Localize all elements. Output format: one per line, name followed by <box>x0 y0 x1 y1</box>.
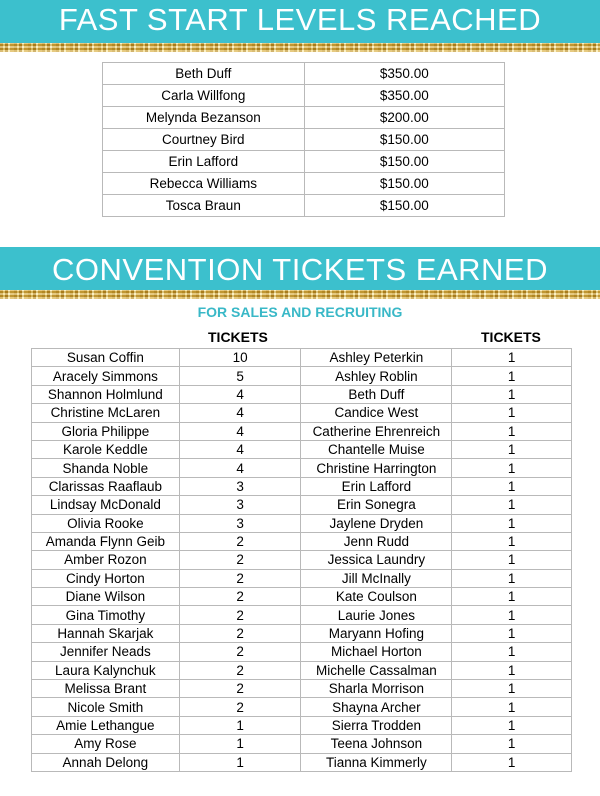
ticket-name-left: Laura Kalynchuk <box>32 661 180 679</box>
ticket-count-left: 2 <box>179 661 301 679</box>
ticket-name-right: Jessica Laundry <box>301 551 452 569</box>
ticket-name-right: Sharla Morrison <box>301 680 452 698</box>
table-row <box>103 195 505 217</box>
ticket-name-left: Amber Rozon <box>32 551 180 569</box>
ticket-count-right: 1 <box>452 753 572 771</box>
convention-banner <box>0 247 600 290</box>
tickets-header-left: TICKETS <box>208 329 268 345</box>
ticket-name-right: Beth Duff <box>301 385 452 403</box>
ticket-count-left: 3 <box>179 477 301 495</box>
fast-start-amount: $150.00 <box>304 173 504 195</box>
ticket-count-right: 1 <box>452 735 572 753</box>
ticket-count-left: 3 <box>179 514 301 532</box>
table-row <box>32 661 572 679</box>
ticket-count-left: 4 <box>179 459 301 477</box>
ticket-name-left: Aracely Simmons <box>32 367 180 385</box>
ticket-name-left: Gloria Philippe <box>32 422 180 440</box>
ticket-count-right: 1 <box>452 404 572 422</box>
ticket-count-right: 1 <box>452 643 572 661</box>
ticket-count-left: 10 <box>179 349 301 367</box>
table-row <box>32 588 572 606</box>
table-row <box>32 569 572 587</box>
table-row <box>32 459 572 477</box>
ticket-count-left: 2 <box>179 680 301 698</box>
fast-start-name: Courtney Bird <box>103 129 305 151</box>
table-row <box>32 514 572 532</box>
ticket-name-right: Laurie Jones <box>301 606 452 624</box>
fast-start-amount: $150.00 <box>304 151 504 173</box>
table-row <box>103 63 505 85</box>
ticket-name-left: Annah Delong <box>32 753 180 771</box>
ticket-count-right: 1 <box>452 422 572 440</box>
ticket-count-left: 2 <box>179 551 301 569</box>
fast-start-amount: $150.00 <box>304 195 504 217</box>
tickets-header-right: TICKETS <box>481 329 541 345</box>
ticket-count-left: 4 <box>179 422 301 440</box>
ticket-count-left: 2 <box>179 569 301 587</box>
fast-start-amount: $350.00 <box>304 85 504 107</box>
table-row <box>32 643 572 661</box>
ticket-count-left: 5 <box>179 367 301 385</box>
ticket-name-left: Christine McLaren <box>32 404 180 422</box>
ticket-count-right: 1 <box>452 551 572 569</box>
ticket-name-left: Karole Keddle <box>32 440 180 458</box>
ticket-name-left: Shannon Holmlund <box>32 385 180 403</box>
ticket-count-right: 1 <box>452 532 572 550</box>
ticket-name-right: Christine Harrington <box>301 459 452 477</box>
table-row <box>103 129 505 151</box>
table-row <box>32 349 572 367</box>
ticket-count-right: 1 <box>452 698 572 716</box>
glitter-divider-top <box>0 43 600 52</box>
ticket-count-right: 1 <box>452 606 572 624</box>
fast-start-name: Tosca Braun <box>103 195 305 217</box>
table-row <box>32 606 572 624</box>
ticket-count-right: 1 <box>452 459 572 477</box>
ticket-name-left: Lindsay McDonald <box>32 496 180 514</box>
table-row <box>32 698 572 716</box>
ticket-count-left: 1 <box>179 716 301 734</box>
ticket-count-right: 1 <box>452 367 572 385</box>
fast-start-amount: $200.00 <box>304 107 504 129</box>
fast-start-title: FAST START LEVELS REACHED <box>58 2 542 37</box>
ticket-count-left: 1 <box>179 735 301 753</box>
ticket-count-right: 1 <box>452 496 572 514</box>
table-row <box>32 624 572 642</box>
table-row <box>32 532 572 550</box>
ticket-count-right: 1 <box>452 440 572 458</box>
table-row <box>103 151 505 173</box>
ticket-count-left: 1 <box>179 753 301 771</box>
ticket-count-right: 1 <box>452 661 572 679</box>
ticket-count-left: 2 <box>179 606 301 624</box>
ticket-name-left: Olivia Rooke <box>32 514 180 532</box>
table-row <box>32 367 572 385</box>
ticket-count-right: 1 <box>452 514 572 532</box>
ticket-name-left: Nicole Smith <box>32 698 180 716</box>
ticket-name-right: Sierra Trodden <box>301 716 452 734</box>
ticket-name-right: Catherine Ehrenreich <box>301 422 452 440</box>
ticket-name-right: Ashley Roblin <box>301 367 452 385</box>
ticket-count-left: 4 <box>179 440 301 458</box>
ticket-name-left: Melissa Brant <box>32 680 180 698</box>
ticket-count-left: 4 <box>179 404 301 422</box>
ticket-count-right: 1 <box>452 569 572 587</box>
ticket-name-left: Jennifer Neads <box>32 643 180 661</box>
ticket-name-left: Shanda Noble <box>32 459 180 477</box>
ticket-name-right: Teena Johnson <box>301 735 452 753</box>
ticket-count-right: 1 <box>452 385 572 403</box>
ticket-count-right: 1 <box>452 716 572 734</box>
table-row <box>32 716 572 734</box>
fast-start-table <box>102 62 505 217</box>
table-row <box>32 551 572 569</box>
ticket-count-left: 2 <box>179 588 301 606</box>
fast-start-amount: $150.00 <box>304 129 504 151</box>
table-row <box>103 85 505 107</box>
table-row <box>32 496 572 514</box>
ticket-name-right: Michael Horton <box>301 643 452 661</box>
ticket-name-left: Amie Lethangue <box>32 716 180 734</box>
fast-start-name: Beth Duff <box>103 63 305 85</box>
ticket-count-right: 1 <box>452 477 572 495</box>
glitter-divider-bottom <box>0 290 600 299</box>
ticket-count-left: 2 <box>179 643 301 661</box>
table-row <box>32 680 572 698</box>
table-row <box>32 385 572 403</box>
table-row <box>32 753 572 771</box>
fast-start-name: Rebecca Williams <box>103 173 305 195</box>
ticket-name-right: Jenn Rudd <box>301 532 452 550</box>
table-row <box>32 735 572 753</box>
ticket-count-right: 1 <box>452 588 572 606</box>
ticket-name-left: Amanda Flynn Geib <box>32 532 180 550</box>
convention-subtitle: FOR SALES AND RECRUITING <box>197 304 403 320</box>
ticket-name-right: Tianna Kimmerly <box>301 753 452 771</box>
ticket-name-right: Jill McInally <box>301 569 452 587</box>
ticket-name-left: Amy Rose <box>32 735 180 753</box>
table-row <box>32 404 572 422</box>
convention-title: CONVENTION TICKETS EARNED <box>52 252 548 287</box>
fast-start-name: Carla Willfong <box>103 85 305 107</box>
ticket-name-right: Erin Lafford <box>301 477 452 495</box>
ticket-name-right: Kate Coulson <box>301 588 452 606</box>
table-row <box>32 477 572 495</box>
fast-start-name: Melynda Bezanson <box>103 107 305 129</box>
fast-start-banner <box>0 0 600 43</box>
ticket-name-right: Chantelle Muise <box>301 440 452 458</box>
table-row <box>32 422 572 440</box>
ticket-name-right: Maryann Hofing <box>301 624 452 642</box>
ticket-name-right: Candice West <box>301 404 452 422</box>
ticket-name-right: Jaylene Dryden <box>301 514 452 532</box>
ticket-name-left: Diane Wilson <box>32 588 180 606</box>
table-row <box>103 173 505 195</box>
ticket-name-right: Shayna Archer <box>301 698 452 716</box>
table-row <box>103 107 505 129</box>
table-row <box>32 440 572 458</box>
ticket-count-right: 1 <box>452 680 572 698</box>
ticket-name-left: Susan Coffin <box>32 349 180 367</box>
ticket-count-left: 4 <box>179 385 301 403</box>
fast-start-amount: $350.00 <box>304 63 504 85</box>
ticket-count-left: 2 <box>179 624 301 642</box>
ticket-count-left: 2 <box>179 698 301 716</box>
ticket-name-right: Erin Sonegra <box>301 496 452 514</box>
convention-tickets-table <box>31 348 572 772</box>
ticket-count-left: 2 <box>179 532 301 550</box>
ticket-name-left: Gina Timothy <box>32 606 180 624</box>
ticket-count-right: 1 <box>452 624 572 642</box>
ticket-name-left: Hannah Skarjak <box>32 624 180 642</box>
ticket-count-right: 1 <box>452 349 572 367</box>
ticket-name-right: Ashley Peterkin <box>301 349 452 367</box>
ticket-count-left: 3 <box>179 496 301 514</box>
fast-start-name: Erin Lafford <box>103 151 305 173</box>
ticket-name-right: Michelle Cassalman <box>301 661 452 679</box>
ticket-name-left: Cindy Horton <box>32 569 180 587</box>
ticket-name-left: Clarissas Raaflaub <box>32 477 180 495</box>
